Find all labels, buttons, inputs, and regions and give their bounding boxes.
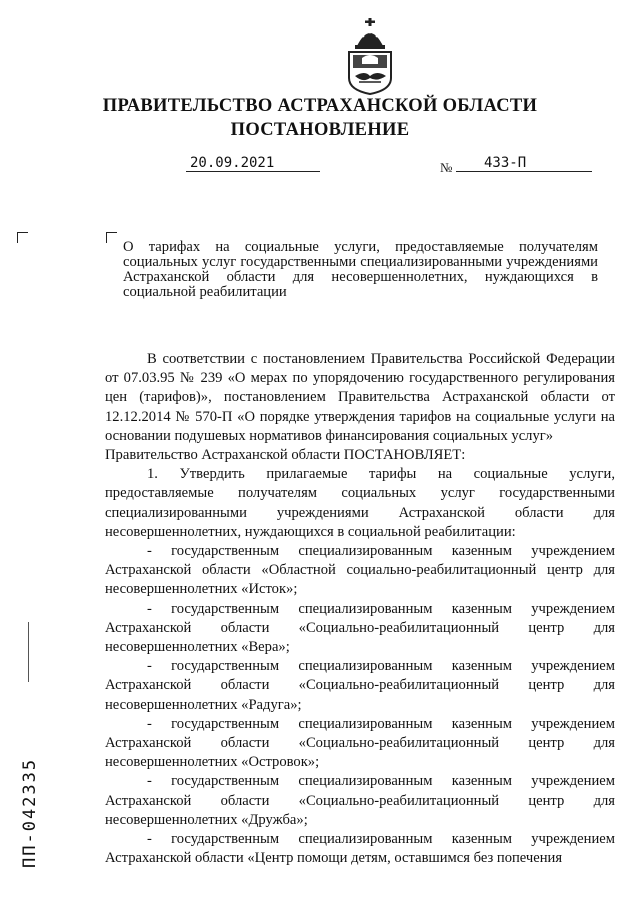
document-type-title: ПОСТАНОВЛЕНИЕ — [230, 120, 410, 140]
corner-mark-left — [17, 232, 28, 243]
coat-of-arms-emblem — [343, 16, 397, 96]
document-subject: О тарифах на социальные услуги, предоставляемые получателям социальных услуг государственными специализированными учреждениями Астраханской области для несовершеннолетних, нуждающихся в социальной реабилитации — [123, 239, 598, 300]
form-serial-code: ПП-042335 — [20, 757, 40, 868]
list-item: - государственным специализированным казенным учреждением Астраханской области «Социально-реабилитационный центр для несовершеннолетних «Островок»; — [105, 715, 615, 771]
preamble-paragraph: В соответствии с постановлением Правительства Российской Федерации от 07.03.95 № 239 «О мерах по упорядочению государственного регулирования цен (тарифов)», постановлением Правительства Астраханской области от 12.12.2014 № 570-П «О порядке утверждения тарифов на социальные услуги на основании подушевых нормативов финансирования социальных услуг» — [105, 351, 615, 444]
document-date: 20.09.2021 — [186, 155, 320, 172]
government-title: ПРАВИТЕЛЬСТВО АСТРАХАНСКОЙ ОБЛАСТИ — [102, 96, 538, 116]
number-label: № — [440, 160, 453, 175]
list-item: - государственным специализированным казенным учреждением Астраханской области «Социально-реабилитационный центр для несовершеннолетних «Радуга»; — [105, 658, 615, 713]
resolution-statement: Правительство Астраханской области ПОСТАНОВЛЯЕТ: — [105, 447, 466, 464]
margin-divider — [28, 622, 29, 682]
list-item: - государственным специализированным казенным учреждением Астраханской области «Социально-реабилитационный центр для несовершеннолетних «Вера»; — [105, 600, 615, 656]
list-item: - государственным специализированным казенным учреждением Астраханской области «Областной социально-реабилитационный центр для несовершеннолетних «Исток»; — [105, 543, 615, 598]
list-item: - государственным специализированным казенным учреждением Астраханской области «Центр помощи детям, оставшимся без попечения — [105, 831, 615, 867]
document-body — [105, 350, 615, 868]
item-1-paragraph: 1. Утвердить прилагаемые тарифы на социальные услуги, предоставляемые получателям социальных услуг государственными специализированными учреждениями Астраханской области для несовершеннолетних, нуждающихся в социальной реабилитации: — [105, 466, 615, 540]
document-number: 433-П — [456, 155, 592, 172]
corner-mark-subject — [106, 232, 117, 243]
list-item: - государственным специализированным казенным учреждением Астраханской области «Социально-реабилитационный центр для несовершеннолетних «Дружба»; — [105, 773, 615, 828]
